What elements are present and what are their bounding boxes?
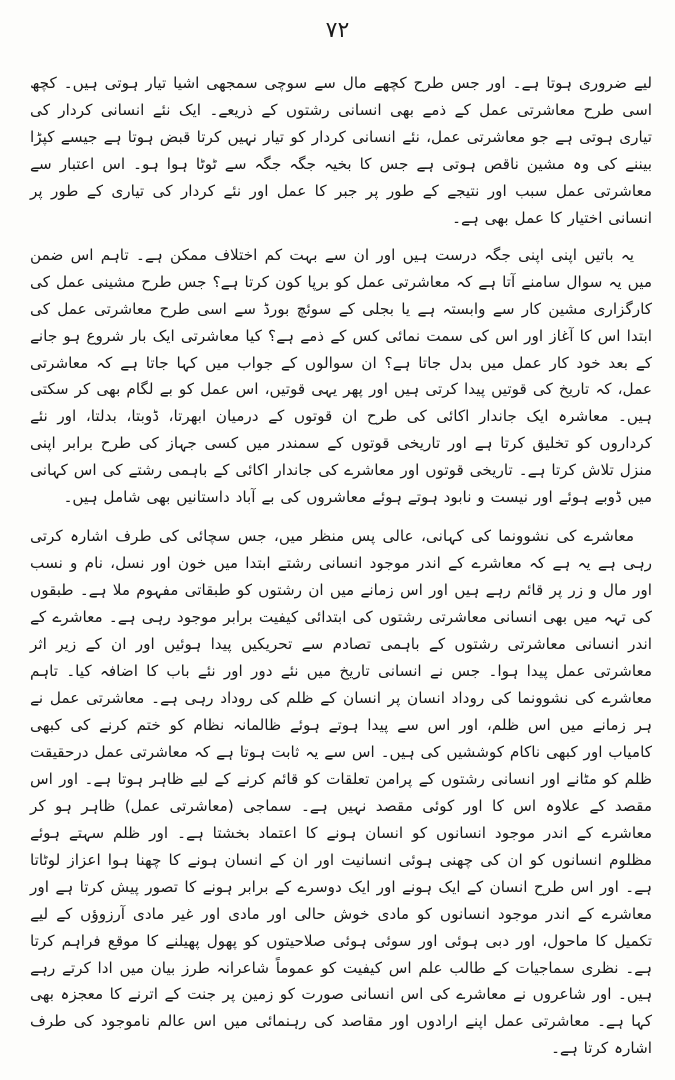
paragraph-1: لیے ضروری ہوتا ہے۔ اور جس طرح کچھے مال سے سوچی سمجھی اشیا تیار ہوتی ہیں۔ کچھ اسی طرح معاشرتی عمل کے ذمے بھی انسانی رشتوں کے ذریعے۔ ایک نئے انسانی کردار کی تیاری ہوتی ہے جو معاشرتی عمل، نئے انسانی کردار کو تیار نہیں کرتا قبض ہوتا ہے جیسے کپڑا بیننے کی وہ مشین ناقص ہوتی ہے جس کا بخیہ جگہ جگہ سے ٹوٹا ہوا ہو۔ اس اعتبار سے معاشرتی عمل سبب اور نتیجے کے طور پر جبر کا عمل اور نئے کردار کی تیاری کے طور پر انسانی اختیار کا عمل بھی ہے۔: [30, 74, 652, 227]
page-number: ٧٢: [325, 18, 350, 43]
paragraph-3: معاشرے کی نشوونما کی کہانی، عالی پس منظر میں، جس سچائی کی طرف اشارہ کرتی رہی ہے یہ ہے کہ معاشرے کے اندر موجود انسانی رشتے ابتدا میں خون اور نسل، نام و نسب اور مال و زر پر قائم رہے ہیں اور اس زمانے میں ان رشتوں کو طبقاتی مفہوم ملا ہے۔ طبقوں کی تہہ میں بھی انسانی معاشرتی رشتوں کی ابتدائی کیفیت برابر موجود رہی ہے۔ معاشرے کے اندر انسانی معاشرتی رشتوں کے باہمی تصادم سے تحریکیں پیدا ہوئیں اور ان کے زیر اثر معاشرتی عمل پیدا ہوا۔ جس نے انسانی تاریخ میں نئے دور اور نئے باب کا اضافہ کیا۔ تاہم معاشرے کی نشوونما کی روداد انسان پر انسان کے ظلم کی روداد رہی ہے۔ معاشرتی عمل نے ہر زمانے میں اس ظلم، اور اس سے پیدا ہوتے ہوئے ظالمانہ نظام کو ختم کرنے کی کبھی کامیاب اور کبھی ناکام کوششیں کی ہیں۔ اس سے یہ ثابت ہوتا ہے کہ معاشرتی عمل درحقیقت ظلم کو مٹانے اور انسانی رشتوں کے پرامن تعلقات کو قائم کرنے کے لیے ظاہر ہوتا ہے۔ اور اس مقصد کے علاوہ اس کا اور کوئی مقصد نہیں ہے۔ سماجی (معاشرتی عمل) ظاہر ہو کر معاشرے کے اندر موجود انسانوں کو انسان ہونے کا اعتماد بخشتا ہے۔ اور ظلم سہتے ہوئے مظلوم انسانوں کو ان کی چھنی ہوئی انسانیت اور ان کے انسان ہونے کا چھنا ہوا اعزاز لوٹاتا ہے۔ اور اس طرح انسان کے ایک ہونے اور ایک دوسرے کے برابر ہونے کا تصور پیش کرتا ہے اور معاشرے کے اندر موجود انسانوں کو مادی خوش حالی اور مادی اور غیر مادی آرزوؤں کے لیے تکمیل کا ماحول، اور دبی ہوئی اور سوئی ہوئی صلاحیتوں کو پھول پھیلنے کا موقع فراہم کرتا ہے۔ نظری سماجیات کے طالب علم اس کیفیت کو عموماً شاعرانہ طرز بیان میں ادا کرتے رہے ہیں۔ اور شاعروں نے معاشرے کی اس انسانی صورت کو زمین پر جنت کے اترنے کا معجزہ بھی کہا ہے۔ معاشرتی عمل اپنے ارادوں اور مقاصد کی رہنمائی میں اس عالم ناموجود کی طرف اشارہ کرتا ہے۔: [30, 527, 652, 1058]
body-text: [30, 62, 652, 1062]
paragraph-2: یہ باتیں اپنی اپنی جگہ درست ہیں اور ان سے بہت کم اختلاف ممکن ہے۔ تاہم اس ضمن میں یہ سوال سامنے آتا ہے کہ معاشرتی عمل کو برپا کون کرتا ہے؟ جس طرح مشینی عمل کی کارگزاری مشین کار سے وابستہ ہے یا بجلی کے سوئچ بورڈ سے اسی طرح معاشرتی عمل کی ابتدا اس کا آغاز اور اس کی سمت نمائی کس کے ذمے ہے؟ کیا معاشرتی ایک بار شروع ہو جانے کے بعد خود کار عمل میں بدل جاتا ہے؟ ان سوالوں کے جواب میں کہا جاتا ہے کہ معاشرتی عمل، کہ تاریخ کی قوتیں پیدا کرتی ہیں اور پھر یہی قوتیں، اس عمل کو بے لگام بھی کر سکتی ہیں۔ معاشرہ ایک جاندار اکائی کی طرح ان قوتوں کے درمیان ابھرتا، ڈوبتا، بدلتا، اور نئے کرداروں کو تخلیق کرتا ہے اور تاریخی قوتوں کے سمندر میں کسی جہاز کی طرح برابر اپنی منزل تلاش کرتا ہے۔ تاریخی قوتوں اور معاشرے کی جاندار اکائی کے باہمی رشتے کی اس کہانی میں ڈوبے ہوئے اور نیست و نابود ہوتے ہوئے معاشروں کی بے آباد داستانیں بھی شامل ہیں۔: [30, 245, 652, 507]
